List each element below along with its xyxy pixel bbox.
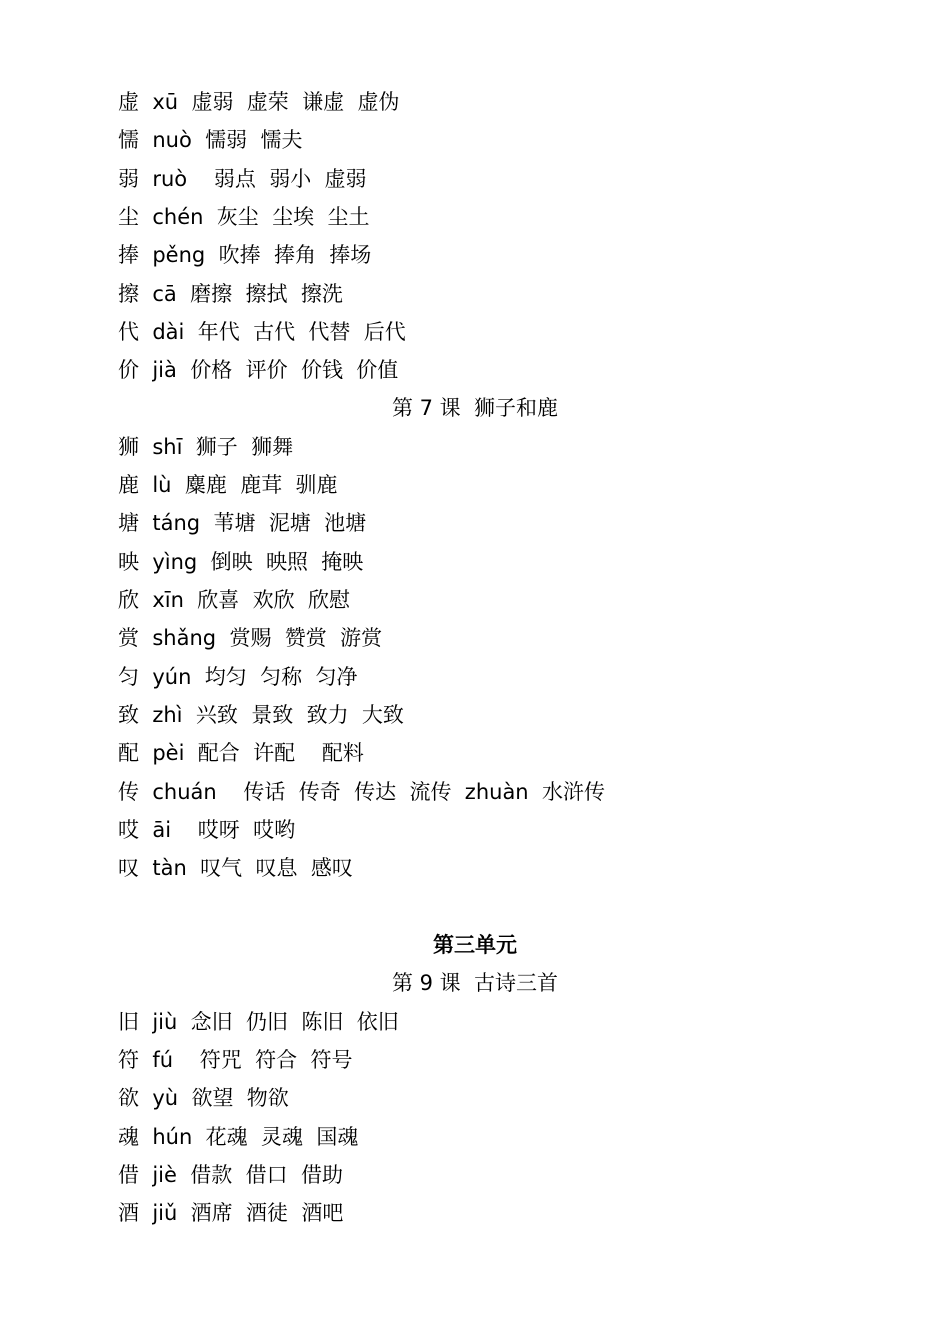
vocab-row: 欣 xīn 欣喜 欢欣 欣慰 [118,588,350,612]
vocab-row: 映 yìng 倒映 映照 掩映 [118,550,364,574]
vocab-row: 价 jià 价格 评价 价钱 价值 [118,358,399,382]
vocab-row: 捧 pěng 吹捧 捧角 捧场 [118,243,372,267]
lesson-title: 第 7 课 狮子和鹿 [391,396,559,420]
vocab-row: 符 fú 符咒 符合 符号 [118,1048,353,1072]
vocab-row: 欲 yù 欲望 物欲 [118,1086,289,1110]
vocab-row: 尘 chén 灰尘 尘埃 尘土 [118,205,370,229]
vocab-row: 旧 jiù 念旧 仍旧 陈旧 依旧 [118,1010,399,1034]
vocab-row: 传 chuán 传话 传奇 传达 流传 zhuàn 水浒传 [118,780,605,804]
lesson-title: 第 9 课 古诗三首 [391,971,559,995]
vocab-row: 塘 táng 苇塘 泥塘 池塘 [118,511,367,535]
vocab-row: 匀 yún 均匀 匀称 匀净 [118,665,358,689]
vocab-row: 借 jiè 借款 借口 借助 [118,1163,343,1187]
vocab-row: 懦 nuò 懦弱 懦夫 [118,128,303,152]
vocab-row: 魂 hún 花魂 灵魂 国魂 [118,1125,359,1149]
unit-title: 第三单元 [433,933,517,957]
vocab-row: 擦 cā 磨擦 擦拭 擦洗 [118,282,343,306]
vocab-row: 狮 shī 狮子 狮舞 [118,435,294,459]
vocab-row: 鹿 lù 麋鹿 鹿茸 驯鹿 [118,473,338,497]
vocab-row: 弱 ruò 弱点 弱小 虚弱 [118,167,367,191]
vocab-row: 酒 jiǔ 酒席 酒徒 酒吧 [118,1201,344,1225]
vocab-row: 哎 āi 哎呀 哎哟 [118,818,296,842]
vocab-row: 虚 xū 虚弱 虚荣 谦虚 虚伪 [118,90,400,114]
vocab-row: 配 pèi 配合 许配 配料 [118,741,364,765]
vocab-row: 致 zhì 兴致 景致 致力 大致 [118,703,404,727]
vocab-row: 叹 tàn 叹气 叹息 感叹 [118,856,353,880]
vocab-row: 赏 shǎng 赏赐 赞赏 游赏 [118,626,383,650]
vocab-row: 代 dài 年代 古代 代替 后代 [118,320,406,344]
